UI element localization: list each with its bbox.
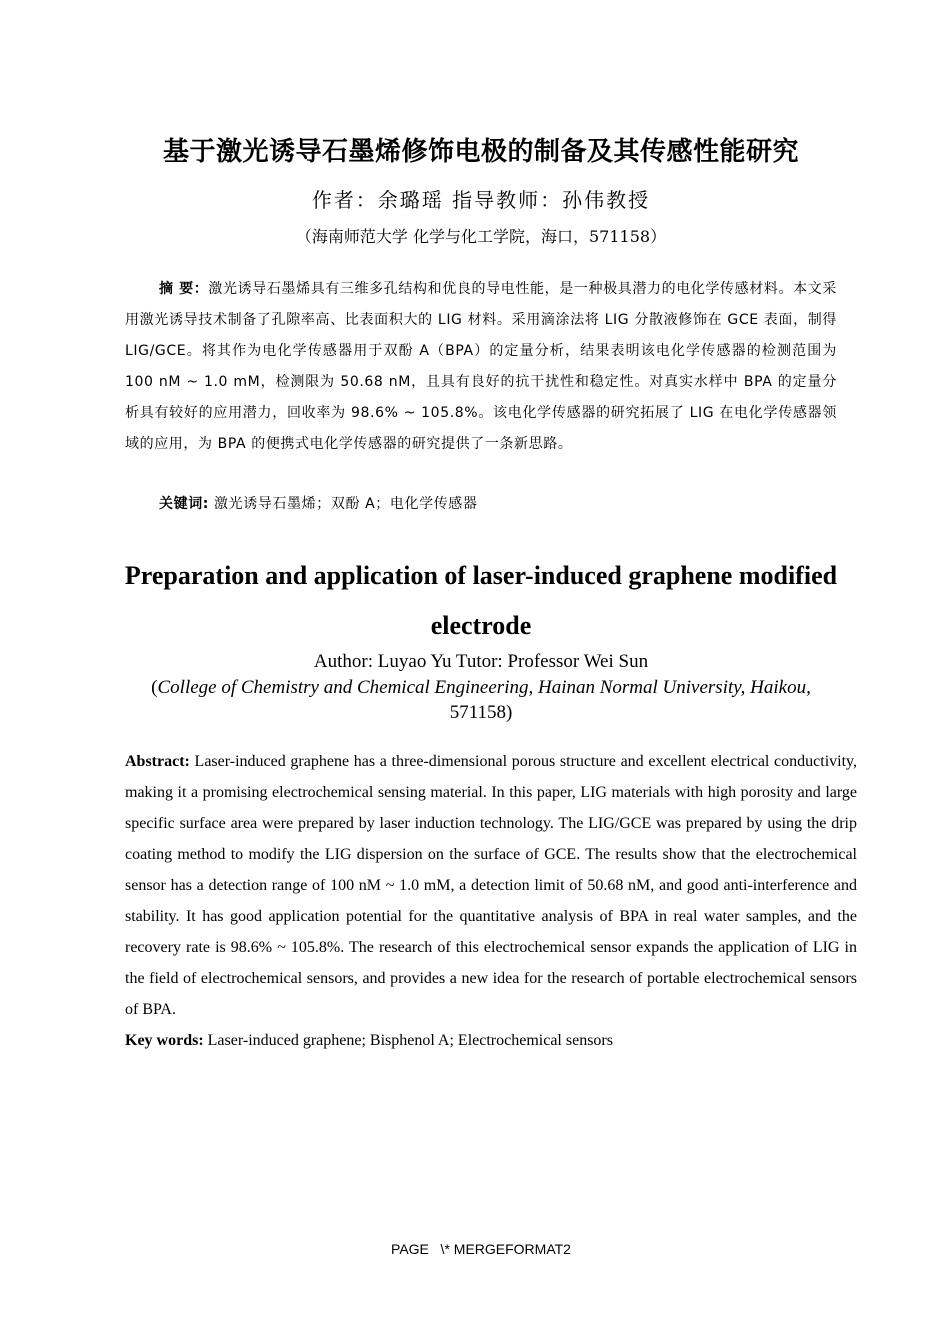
english-keywords-label: Key words: [125, 1032, 204, 1049]
english-abstract [125, 746, 857, 1025]
chinese-title: 基于激光诱导石墨烯修饰电极的制备及其传感性能研究 [162, 137, 799, 167]
chinese-keywords [159, 490, 839, 518]
chinese-keywords-text: 激光诱导石墨烯；双酚 A；电化学传感器 [209, 496, 478, 512]
chinese-affiliation: （海南师范大学 化学与化工学院，海口，571158） [295, 227, 667, 246]
english-keywords [125, 1027, 857, 1055]
page-footer-field: PAGE \* MERGEFORMAT2 [391, 1241, 571, 1257]
chinese-abstract [125, 274, 837, 460]
chinese-author-line: 作者：余璐瑶 指导教师：孙伟教授 [311, 188, 651, 212]
chinese-abstract-label: 摘 要： [159, 281, 209, 297]
english-abstract-text: Laser-induced graphene has a three-dimensional porous structure and excellent electrical conductivity, making it a promising electrochemical sensing material. In this paper, LIG materials with high porosity and large specific surface area were prepared by laser induction technology. The LIG/GCE was prepared by using the drip coating method to modify the LIG dispersion on the surface of GCE. The results show that the electrochemical sensor has a detection range of 100 nM ~ 1.0 mM, a detection limit of 50.68 nM, and good anti-interference and stability. It has good application potential for the quantitative analysis of BPA in real water samples, and the recovery rate is 98.6% ~ 105.8%. The research of this electrochemical sensor expands the application of LIG in the field of electrochemical sensors, and provides a new idea for the research of portable electrochemical sensors of BPA. [125, 753, 857, 1018]
english-affiliation-close: 571158) [449, 702, 513, 723]
english-keywords-text: Laser-induced graphene; Bisphenol A; Electrochemical sensors [203, 1032, 613, 1049]
english-author-line: Author: Luyao Yu Tutor: Professor Wei Sun [313, 651, 649, 672]
chinese-abstract-text: 激光诱导石墨烯具有三维多孔结构和优良的导电性能，是一种极具潜力的电化学传感材料。本文采用激光诱导技术制备了孔隙率高、比表面积大的 LIG 材料。采用滴涂法将 LIG 分散液修饰在 GCE 表面，制得 LIG/GCE。将其作为电化学传感器用于双酚 A（BPA）的定量分析，结果表明该电化学传感器的检测范围为 100 nM ~ 1.0 mM，检测限为 50.68 nM，且具有良好的抗干扰性和稳定性。对真实水样中 BPA 的定量分析具有较好的应用潜力，回收率为 98.6% ~ 105.8%。该电化学传感器的研究拓展了 LIG 在电化学传感器领域的应用，为 BPA 的便携式电化学传感器的研究提供了一条新思路。 [125, 281, 837, 452]
english-abstract-label: Abstract: [125, 753, 190, 770]
english-affiliation-institution: College of Chemistry and Chemical Engineering, Hainan Normal University, Haikou, [157, 677, 811, 698]
chinese-keywords-label: 关键词: [159, 496, 209, 512]
english-affiliation-open: ( [151, 677, 158, 698]
english-affiliation [150, 675, 812, 725]
english-title: Preparation and application of laser-induced graphene modified electrode [124, 561, 838, 640]
